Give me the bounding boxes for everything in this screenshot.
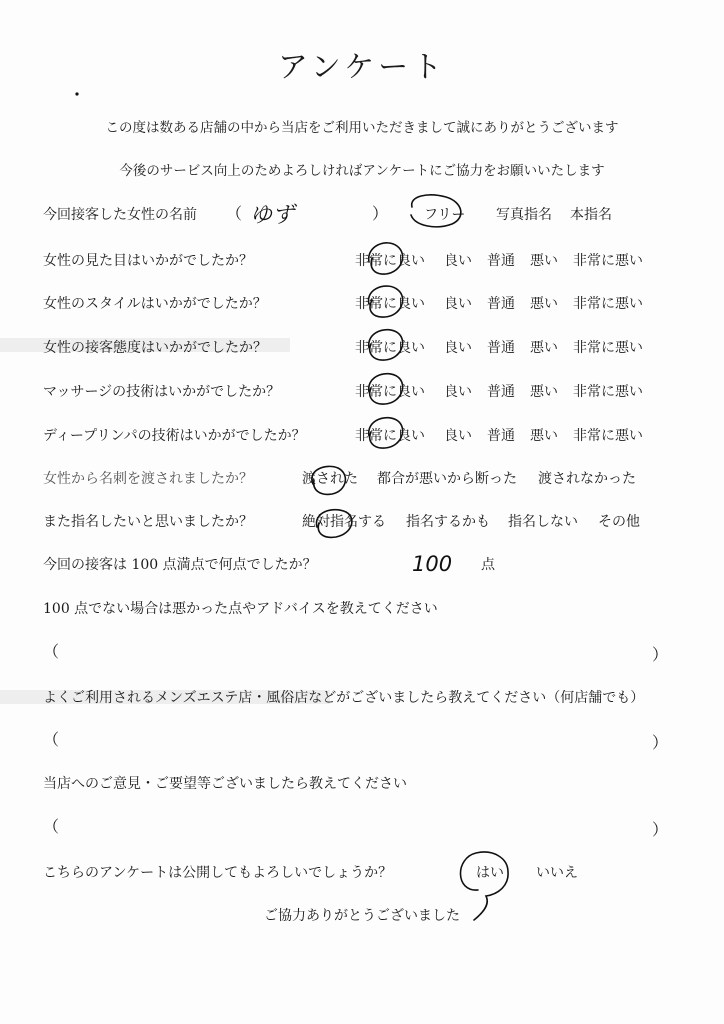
advice-question: 100 点でない場合は悪かった点やアドバイスを教えてください — [43, 601, 438, 617]
score-unit: 点 — [481, 557, 495, 573]
closing-message: ご協力ありがとうございました — [264, 908, 460, 924]
card-option-declined[interactable]: 都合が悪いから断った — [377, 471, 517, 487]
repeat-question: また指名したいと思いましたか？ — [43, 514, 253, 530]
rating-option[interactable]: 悪い — [530, 428, 558, 444]
rating-question-style: 女性のスタイルはいかがでしたか？ — [43, 296, 267, 312]
name-answer[interactable]: ゆず — [250, 203, 295, 228]
rating-option[interactable]: 悪い — [530, 340, 558, 356]
rating-option[interactable]: 非常に悪い — [573, 428, 643, 444]
other-shops-open-paren: （ — [43, 730, 60, 749]
repeat-option-maybe[interactable]: 指名するかも — [406, 514, 490, 530]
rating-option[interactable]: 普通 — [487, 340, 515, 356]
publish-option-yes[interactable]: はい — [476, 865, 504, 881]
rating-option[interactable]: 普通 — [487, 253, 515, 269]
card-option-not-received[interactable]: 渡されなかった — [538, 471, 636, 487]
rating-option[interactable]: 非常に良い — [355, 428, 425, 444]
rating-option[interactable]: 悪い — [530, 296, 558, 312]
rating-option[interactable]: 非常に悪い — [573, 296, 643, 312]
intro-line-2: 今後のサービス向上のためよろしければアンケートにご協力をお願いいたします — [119, 163, 605, 179]
name-option-photo[interactable]: 写真指名 — [496, 207, 552, 223]
page-title: アンケート — [277, 50, 447, 85]
name-open-paren: （ — [226, 204, 243, 223]
name-option-free[interactable]: フリー — [424, 207, 466, 223]
rating-option[interactable]: 良い — [444, 384, 472, 400]
repeat-option-no[interactable]: 指名しない — [508, 514, 578, 530]
rating-option[interactable]: 非常に悪い — [573, 340, 643, 356]
rating-option[interactable]: 非常に悪い — [573, 384, 643, 400]
repeat-option-other[interactable]: その他 — [598, 514, 640, 530]
rating-option[interactable]: 良い — [444, 428, 472, 444]
publish-question: こちらのアンケートは公開してもよろしいでしょうか？ — [43, 865, 393, 881]
advice-open-paren: （ — [43, 642, 60, 661]
feedback-question: 当店へのご意見・ご要望等ございましたら教えてください — [43, 776, 407, 792]
advice-close-paren: ） — [652, 645, 669, 664]
rating-question-lymph: ディープリンパの技術はいかがでしたか？ — [43, 428, 306, 444]
rating-option[interactable]: 悪い — [530, 253, 558, 269]
rating-question-massage: マッサージの技術はいかがでしたか？ — [43, 384, 281, 400]
card-option-received[interactable]: 渡された — [302, 471, 358, 487]
repeat-option-definitely[interactable]: 絶対指名する — [302, 514, 386, 530]
score-answer[interactable]: 100 — [412, 552, 453, 576]
card-question: 女性から名刺を渡されましたか？ — [43, 471, 253, 487]
rating-option[interactable]: 普通 — [487, 296, 515, 312]
feedback-close-paren: ） — [652, 820, 669, 839]
rating-option[interactable]: 良い — [444, 296, 472, 312]
rating-option[interactable]: 普通 — [487, 384, 515, 400]
rating-option[interactable]: 良い — [444, 253, 472, 269]
other-shops-close-paren: ） — [652, 733, 669, 752]
name-close-paren: ） — [372, 204, 389, 223]
rating-question-looks: 女性の見た目はいかがでしたか？ — [43, 253, 253, 269]
rating-option[interactable]: 非常に良い — [355, 253, 425, 269]
intro-line-1: この度は数ある店舗の中から当店をご利用いただきまして誠にありがとうございます — [105, 120, 619, 136]
score-question: 今回の接客は 100 点満点で何点でしたか？ — [43, 557, 317, 573]
rating-option[interactable]: 非常に良い — [355, 340, 425, 356]
publish-option-no[interactable]: いいえ — [536, 865, 578, 881]
ink-dot — [76, 93, 78, 95]
rating-question-attitude: 女性の接客態度はいかがでしたか？ — [43, 340, 267, 356]
name-option-main[interactable]: 本指名 — [570, 207, 612, 223]
rating-option[interactable]: 普通 — [487, 428, 515, 444]
rating-option[interactable]: 非常に良い — [355, 296, 425, 312]
name-question: 今回接客した女性の名前 — [43, 207, 197, 223]
other-shops-question: よくご利用されるメンズエステ店・風俗店などがございましたら教えてください（何店舗でも） — [43, 690, 645, 706]
rating-option[interactable]: 非常に悪い — [573, 253, 643, 269]
feedback-open-paren: （ — [43, 817, 60, 836]
rating-option[interactable]: 悪い — [530, 384, 558, 400]
rating-option[interactable]: 非常に良い — [355, 384, 425, 400]
rating-option[interactable]: 良い — [444, 340, 472, 356]
